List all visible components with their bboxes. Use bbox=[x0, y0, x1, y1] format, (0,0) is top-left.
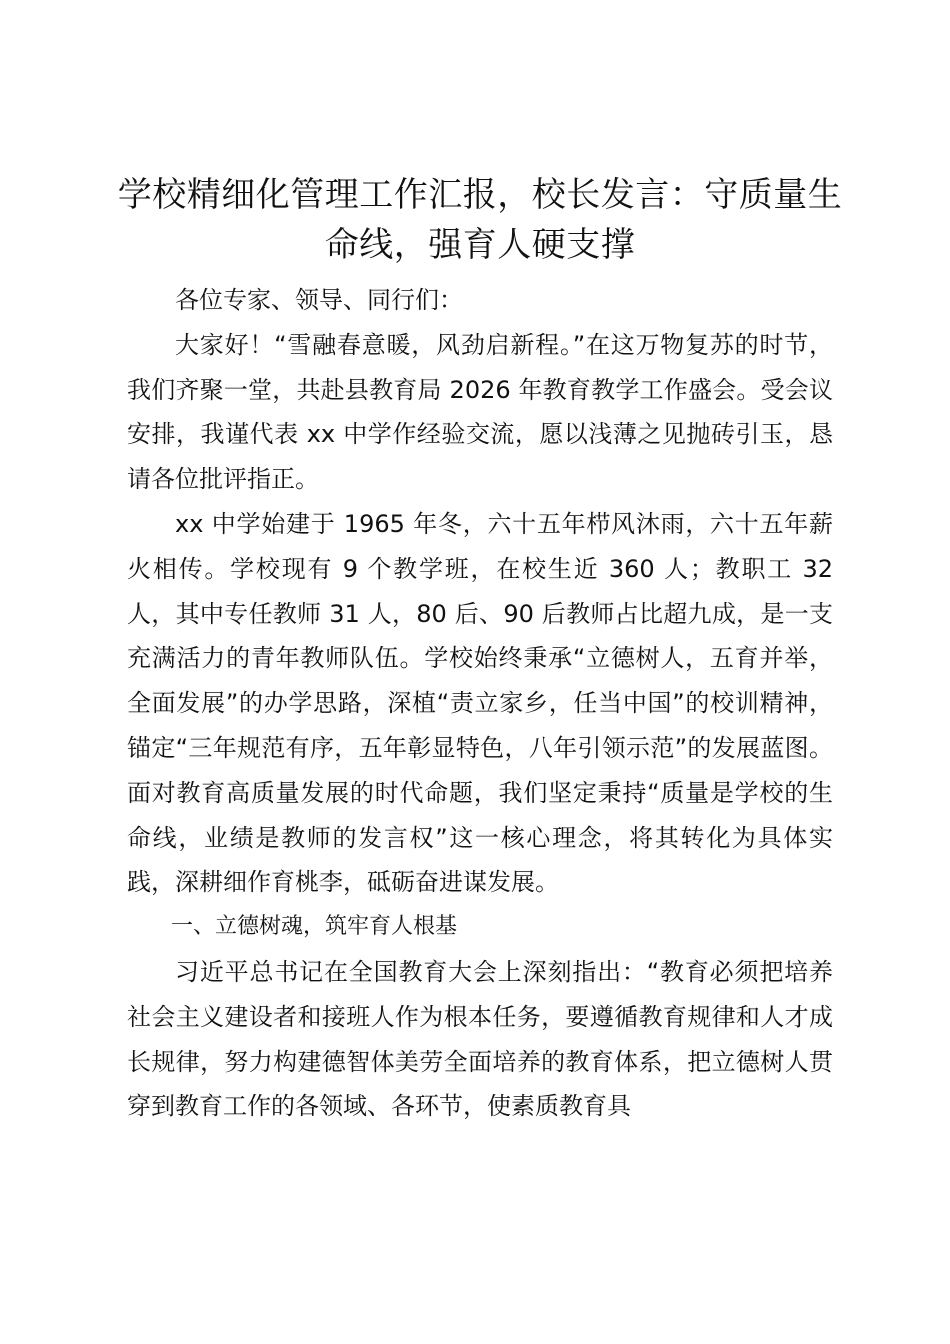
paragraph: xx 中学始建于 1965 年冬，六十五年栉风沐雨，六十五年薪火相传。学校现有 9 个教学班，在校生近 360 人；教职工 32 人，其中专任教师 31 人，80 后、90 后教师占比超九成，是一支充满活力的青年教师队伍。学校始终秉承“立德树人，五育并举，全面发展”的办学思路，深植“责立家乡，任当中国”的校训精神，锚定“三年规范有序，五年彰显特色，八年引领示范”的发展蓝图。面对教育高质量发展的时代命题，我们坚定秉持“质量是学校的生命线，业绩是教师的发言权”这一核心理念，将其转化为具体实践，深耕细作育桃李，砥砺奋进谋发展。 bbox=[127, 509, 833, 897]
section-heading: 一、立德树魂，筑牢育人根基 bbox=[171, 914, 458, 940]
document-title: 学校精细化管理工作汇报，校长发言：守质量生命线，强育人硬支撑 bbox=[117, 175, 843, 265]
paragraph: 大家好！“雪融春意暖，风劲启新程。”在这万物复苏的时节，我们齐聚一堂，共赴县教育局 2026 年教育教学工作盛会。受会议安排，我谨代表 xx 中学作经验交流，愿以浅薄之见抛砖引玉，恳请各位批评指正。 bbox=[127, 330, 833, 494]
paragraph: 习近平总书记在全国教育大会上深刻指出：“教育必须把培养社会主义建设者和接班人作为根本任务，要遵循教育规律和人才成长规律，努力构建德智体美劳全面培养的教育体系，把立德树人贯穿到教育工作的各领域、各环节，使素质教育具 bbox=[127, 957, 833, 1121]
greeting: 各位专家、领导、同行们： bbox=[175, 286, 463, 314]
document-body bbox=[127, 278, 833, 1129]
